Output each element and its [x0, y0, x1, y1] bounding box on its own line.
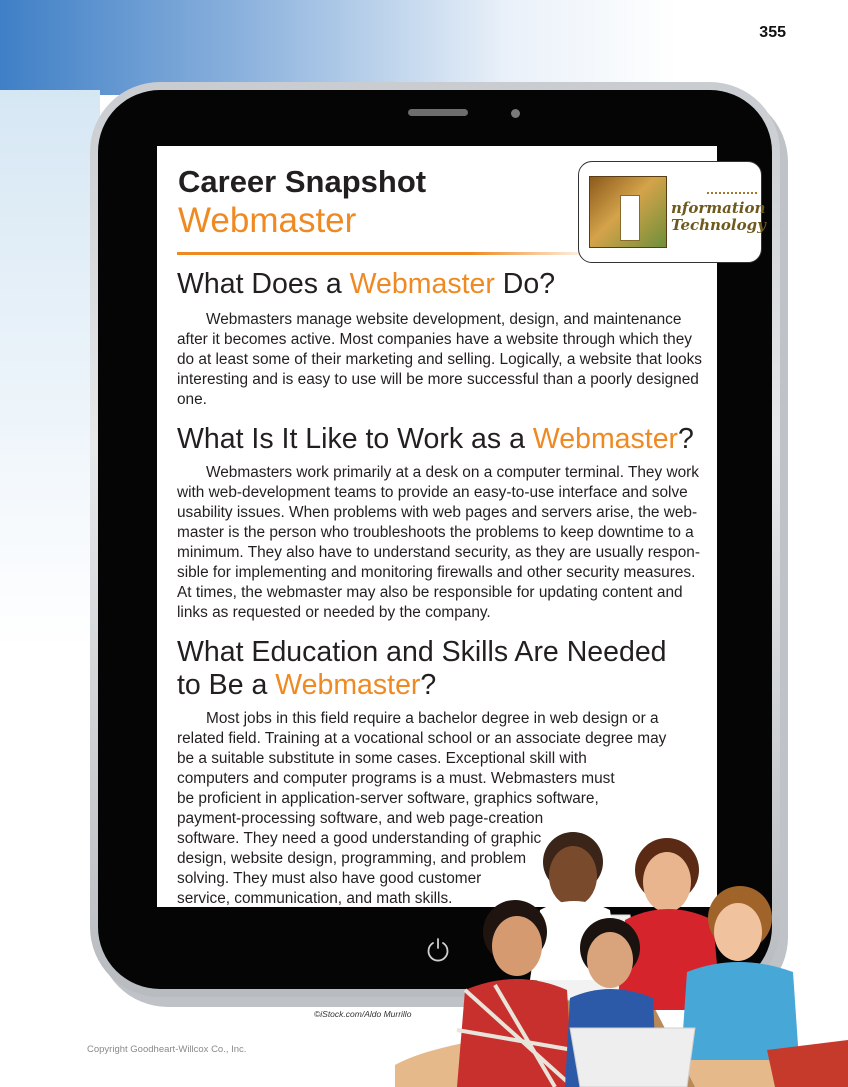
body-line: usability issues. When problems with web pages and servers arise, the web-: [177, 504, 698, 521]
page-subtitle: Webmaster: [178, 201, 357, 240]
heading-text: ?: [678, 423, 694, 455]
logo-letter-i: [620, 195, 640, 241]
page-number: 355: [759, 24, 786, 41]
body-line: solving. They must also have good customer: [177, 870, 482, 887]
section-heading-what-does: [177, 268, 555, 301]
body-line: computers and computer programs is a must. Webmasters must: [177, 770, 615, 787]
body-line: be proficient in application-server software, graphics software,: [177, 790, 599, 807]
heading-highlight: Webmaster: [532, 423, 679, 455]
body-line: sible for implementing and monitoring firewalls and other security measures.: [177, 564, 696, 581]
heading-text: Do?: [494, 268, 556, 300]
body-line: with web-development teams to provide an easy-to-use interface and solve: [177, 484, 688, 501]
photo-credit: ©iStock.com/Aldo Murrillo: [314, 1009, 412, 1019]
section-heading-work-as: [177, 423, 694, 456]
tablet-camera: [511, 109, 520, 118]
heading-text: ?: [420, 669, 437, 701]
badge-label: [671, 199, 766, 234]
body-line: software. They need a good understanding of graphic: [177, 830, 542, 847]
body-line: At times, the webmaster may also be responsible for updating content and: [177, 584, 683, 601]
body-line: service, communication, and math skills.: [177, 890, 453, 907]
body-line: one.: [177, 391, 207, 408]
badge-label-line1: nformation: [671, 199, 766, 217]
body-line: do at least some of their marketing and selling. Logically, a website that looks: [177, 351, 702, 368]
body-line: minimum. They also have to understand security, as they are usually respon-: [177, 544, 700, 561]
body-line: be a suitable substitute in some cases. Exceptional skill with: [177, 750, 587, 767]
information-technology-logo: [589, 176, 667, 248]
body-line: master is the person who troubleshoots the problems to keep downtime to a: [177, 524, 694, 541]
body-line: after it becomes active. Most companies have a website through which they: [177, 331, 692, 348]
body-line: Webmasters manage website development, design, and maintenance: [206, 311, 682, 328]
section-body-what-does: [177, 310, 702, 410]
body-line: Most jobs in this field require a bachelor degree in web design or a: [206, 710, 659, 727]
page-title: Career Snapshot: [178, 164, 427, 199]
heading-highlight: Webmaster: [275, 669, 421, 701]
title-underline: [177, 252, 597, 255]
heading-text: What Is It Like to Work as a: [177, 423, 533, 455]
body-line: design, website design, programming, and problem: [177, 850, 527, 867]
top-color-band: [0, 0, 848, 95]
body-line: related field. Training at a vocational school or an associate degree may: [177, 730, 667, 747]
information-technology-badge: [578, 161, 766, 263]
heading-highlight: Webmaster: [349, 268, 495, 300]
heading-text: to Be a: [177, 669, 276, 701]
body-line: payment-processing software, and web page-creation: [177, 810, 544, 827]
tablet-speaker: [408, 109, 468, 116]
section-heading-education: [177, 636, 667, 702]
body-line: links as requested or needed by the company.: [177, 604, 491, 621]
heading-text: What Does a: [177, 268, 350, 300]
body-line: Webmasters work primarily at a desk on a computer terminal. They work: [206, 464, 699, 481]
body-line: interesting and is easy to use will be more successful than a poorly designed: [177, 371, 699, 388]
title-block: [178, 164, 618, 242]
heading-text: What Education and Skills Are Needed: [177, 636, 667, 668]
left-background-glow: [0, 90, 100, 650]
badge-label-line2: Technology: [671, 216, 766, 234]
section-body-work-as: [177, 463, 700, 623]
copyright-notice: Copyright Goodheart-Willcox Co., Inc.: [87, 1044, 247, 1055]
students-photo: [395, 800, 848, 1087]
